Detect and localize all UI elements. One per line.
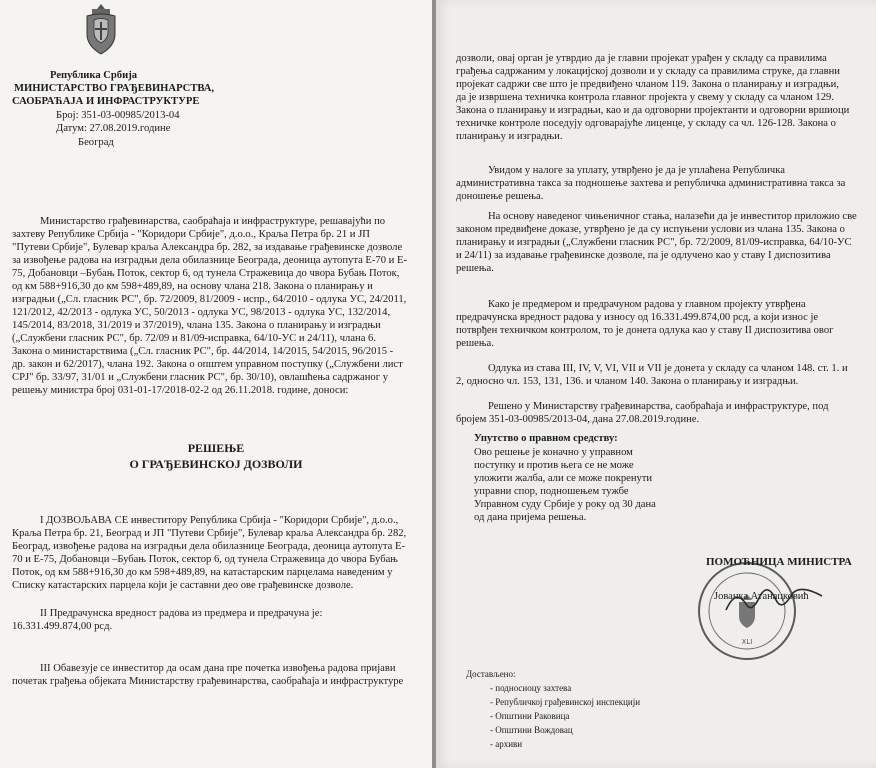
text-line: 16.331.499.874,00 рсд. — [12, 621, 113, 632]
text-line: дозволи, овај орган је утврдио да је главни пројекат урађен у складу са правилима — [456, 53, 827, 64]
document-city: Београд — [78, 137, 114, 148]
text-line: Управном суду Србије у року од 30 дана — [474, 499, 656, 510]
delivered-item: - Републичкој грађевинској инспекцији — [490, 697, 641, 707]
text-line: II Предрачунска вредност радова из предмера и предрачуна је: — [40, 608, 323, 619]
text-line: Увидом у налоге за уплату, утврђено је да је уплаћена Републичка — [488, 165, 785, 176]
legal-remedy-title: Упутство о правном средству: — [474, 433, 618, 444]
text-line: поступку и против њега се не може — [474, 460, 634, 471]
signatory-name: Јованка Атанацковић — [714, 591, 809, 602]
text-line: од км 588+916,30 до км 598+489,89, на основу члана 218. Закона о планирању и — [12, 281, 373, 292]
text-line: 145/2014, 83/2018, 31/2019 и 37/2019), члана 135. Закона о планирању и изградњи — [12, 320, 381, 331]
text-line: Ово решење је коначно у управном — [474, 447, 633, 458]
text-line: Поток, од км 588+916,30 до км 598+489,89, на катастарским парцелама наведеним у — [12, 567, 393, 578]
text-line: Одлука из става III, IV, V, VI, VII и VII је донета у складу са чланом 148. ст. 1. и — [488, 363, 848, 374]
text-line: законом предвиђене доказе, утврђено је да су испуњени услови из члана 135. Закона о — [456, 224, 845, 235]
text-line: решења. — [456, 263, 494, 274]
text-line: Краља Петра бр. 21, Београд и ЈП "Путеви Србије", Булевар краља Александра бр. 282, — [12, 528, 407, 539]
text-line: пројекат садржи све што је предвиђено чланом 119. Закона о планирању и изградњи, — [456, 79, 839, 90]
text-line: Списку катастарских парцела који је саставни део ове грађевинске дозволе. — [12, 580, 354, 591]
text-line: („Службени гласник РС", бр. 72/09 и 81/09-исправка, 64/10-УС и 24/11), члана 6. — [12, 333, 376, 344]
text-line: решењу министра број 031-01-17/2018-02-2 од 26.11.2018. године, доноси: — [12, 385, 349, 396]
text-line: за извођење радова на изградњи дела обилазнице Београда, деоница аутопута Е-70 и Е- — [12, 255, 407, 266]
delivered-item: - архиви — [490, 739, 523, 749]
decision-title: РЕШЕЊЕ — [187, 441, 245, 455]
text-line: решења. — [456, 338, 494, 349]
delivered-title: Достављено: — [466, 669, 516, 679]
text-line: грађења садржаним у локацијској дозволи и у складу са правилима струке, да главни — [456, 66, 840, 77]
text-line: бројем 351-03-00985/2013-04, дана 27.08.2019.године. — [456, 414, 700, 425]
text-line: и 24/11) за издавање грађевинске дозволе, па је одлучено као у ставу I диспозитива — [456, 250, 831, 261]
republic-label: Република Србија — [50, 70, 138, 81]
handwritten-signature-icon — [720, 582, 830, 622]
text-line: да је извршена техничка контрола главног пројекта у свему у складу са чланом 129. — [456, 92, 834, 103]
text-line: административна такса за подношење захтева и републичка административна такса за — [456, 178, 846, 189]
left-page — [0, 0, 432, 768]
text-line: др. закон и 62/2017), члана 192. Закона о општем управном поступку („Службени лист — [12, 359, 403, 370]
text-line: 2, односно чл. 153, 131, 136. и чланом 140. Закона о планирању и изградњи. — [456, 376, 799, 387]
text-line: захтеву Републике Србија - "Коридори Србије", д.о.о., Краља Петра бр. 21 и ЈП — [12, 229, 370, 240]
text-line: планирању и изградњи („Службени гласник РС", бр. 72/2009, 81/09-исправка, 64/10-УС — [456, 237, 852, 248]
text-line: На основу наведеног чињеничног стања, налазећи да је инвеститор приложио све — [488, 211, 857, 222]
text-line: почетак грађења објеката Министарству грађевинарства, саобраћаја и инфраструктуре — [12, 676, 404, 687]
text-line: планирању и изградњи. — [456, 131, 563, 142]
text-line: 121/2012, 42/2013 - одлука УС, 50/2013 - одлука УС, 98/2013 - одлука УС, 132/2014, — [12, 307, 391, 318]
text-line: уложити жалба, али се може покренути — [474, 473, 653, 484]
text-line: Решено у Министарству грађевинарства, саобраћаја и инфраструктуре, под — [488, 401, 829, 412]
delivered-item: - Општини Раковица — [490, 711, 570, 721]
text-line: III Обавезује се инвеститор да осам дана пре почетка извођења радова пријави — [40, 663, 396, 674]
delivered-item: - подносиоцу захтева — [490, 683, 572, 693]
delivered-item: - Општини Вождовац — [490, 725, 573, 735]
ministry-name-line1: МИНИСТАРСТВО ГРАЂЕВИНАРСТВА, — [14, 83, 215, 94]
text-line: изградњи („Сл. гласник РС", бр. 72/2009, 81/2009 - испр., 64/2010 - одлука УС, 24/2011, — [12, 294, 407, 305]
ministry-name-line2: САОБРАЋАЈА И ИНФРАСТРУКТУРЕ — [12, 96, 200, 107]
text-line: предрачунска вредност радова у износу од 16.331.499.874,00 рсд, а који износ је — [456, 312, 819, 323]
signature-title: ПОМОЋНИЦА МИНИСТРА — [706, 556, 852, 568]
text-line: "Путеви Србије", Булевар краља Александра бр. 282, за издавање грађевинске дозволе — [12, 242, 403, 253]
text-line: доношење решења. — [456, 191, 544, 202]
text-line: Закона о министарствима („Сл. гласник РС", бр. 44/2014, 14/2015, 54/2015, 96/2015 - — [12, 346, 394, 357]
text-line: потврђен техничком контролом, то је донета одлука као у ставу II диспозитива овог — [456, 325, 834, 336]
text-line: Београд, извођење радова на изградњи дела обилазнице Београда, деоница аутопута Е- — [12, 541, 406, 552]
document-number: Број: 351-03-00985/2013-04 — [56, 110, 180, 121]
text-line: I ДОЗВОЉАВА СЕ инвеститору Република Србија - "Коридори Србије", д.о.о., — [40, 515, 399, 526]
text-line: Закона о планирању и изградњи, као и да одговорни пројектанти и одговорни вршиоци — [456, 105, 850, 116]
text-line: од дана пријема решења. — [474, 512, 587, 523]
text-line: управни спор, подношењем тужбе — [474, 486, 629, 497]
decision-subtitle: О ГРАЂЕВИНСКОЈ ДОЗВОЛИ — [129, 457, 303, 471]
text-line: Министарство грађевинарства, саобраћаја и инфраструктуре, решавајући по — [40, 216, 386, 227]
text-line: 70 и Е-75, Добановци –Бубањ Поток, сектор 6, од тунела Стражевица до чвора Бубањ — [12, 554, 398, 565]
coat-of-arms-icon — [82, 2, 120, 56]
text-line: Како је предмером и предрачуном радова у главном пројекту утврђена — [488, 299, 806, 310]
right-page — [436, 0, 876, 768]
text-line: 75, Добановци –Бубањ Поток, сектор 6, од тунела Стражевица до чвора Бубањ Поток, — [12, 268, 400, 279]
text-line: СРЈ" бр. 33/97, 31/01 и „Службени гласник РС", бр. 30/10), овлашћења садржаног у — [12, 372, 388, 383]
text-line: техничке контроле поседују одговарајуће лиценце, у складу са чл. 126-128. Закона о — [456, 118, 836, 129]
document-date: Датум: 27.08.2019.године — [56, 123, 171, 134]
svg-text:XLI: XLI — [741, 638, 753, 646]
